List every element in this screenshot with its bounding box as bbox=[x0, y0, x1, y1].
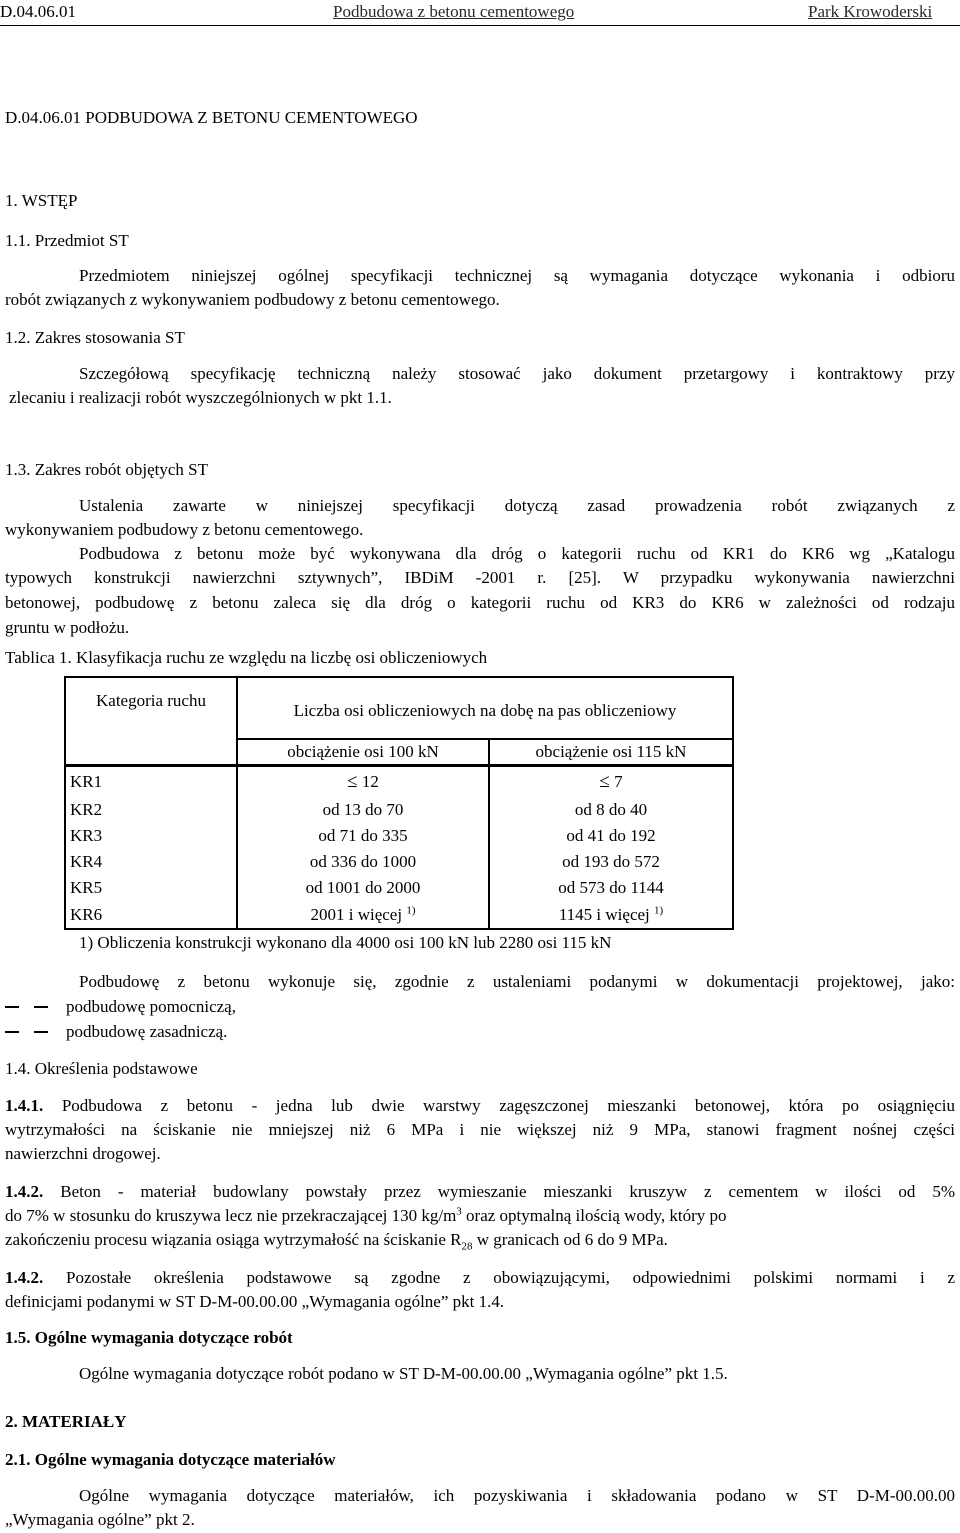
section-1-2-para-line2: zlecaniu i realizacji robót wyszczególnionych w pkt 1.1. bbox=[9, 388, 392, 407]
section-1-3-para2-line3: betonowej, podbudowę z betonu zaleca się dla dróg o kategorii ruchu od KR3 do KR6 w zależności od rodzaju bbox=[5, 593, 955, 612]
table-cell-category: KR1 bbox=[65, 765, 237, 797]
list-item: podbudowę pomocniczą, bbox=[66, 997, 236, 1016]
section-1-3-para2-line4: gruntu w podłożu. bbox=[5, 618, 130, 637]
le-symbol: ≤ bbox=[347, 770, 358, 792]
section-2-title: 2. MATERIAŁY bbox=[5, 1412, 127, 1431]
table-cell-category: KR6 bbox=[65, 901, 237, 929]
footnote-marker: 1) bbox=[406, 903, 416, 916]
table-cell-category: KR3 bbox=[65, 823, 237, 849]
section-1-2-heading: 1.2. Zakres stosowania ST bbox=[5, 328, 185, 347]
definition-text: zakończeniu procesu wiązania osiąga wytrzymałość na ściskanie R bbox=[5, 1230, 462, 1249]
table-head-100kn: obciążenie osi 100 kN bbox=[237, 739, 489, 765]
list-dash bbox=[34, 1031, 48, 1033]
table-row bbox=[65, 797, 733, 823]
table-cell-100kn bbox=[237, 901, 489, 929]
section-1-1-para-line1: Przedmiotem niniejszej ogólnej specyfikacji technicznej są wymagania dotyczące wykonania i odbioru bbox=[79, 266, 955, 285]
definition-text: Podbudowa z betonu - jedna lub dwie warstwy zagęszczonej mieszanki betonowej, która po osiągnięciu bbox=[61, 1096, 955, 1115]
le-symbol: ≤ bbox=[599, 770, 610, 792]
table-footnote: 1) Obliczenia konstrukcji wykonano dla 4000 osi 100 kN lub 2280 osi 115 kN bbox=[79, 933, 612, 952]
table-caption: Tablica 1. Klasyfikacja ruchu ze względu na liczbę osi obliczeniowych bbox=[5, 648, 488, 667]
table-cell-value: 1145 i więcej bbox=[558, 904, 650, 924]
header-location: Park Krowoderski bbox=[808, 2, 933, 21]
definition-text: do 7% w stosunku do kruszywa lecz nie przekraczającej 130 kg/m bbox=[5, 1206, 457, 1225]
section-1-2-para-line1: Szczegółową specyfikację techniczną należy stosować jako dokument przetargowy i kontraktowy przy bbox=[79, 364, 955, 383]
section-1-5-para: Ogólne wymagania dotyczące robót podano w ST D-M-00.00.00 „Wymagania ogólne” pkt 1.5. bbox=[79, 1364, 728, 1383]
traffic-classification-table bbox=[64, 676, 734, 930]
table-cell-100kn: od 336 do 1000 bbox=[237, 849, 489, 875]
section-1-3-para3: Podbudowę z betonu wykonuje się, zgodnie z ustaleniami podanymi w dokumentacji projektowej, jako: bbox=[79, 972, 955, 991]
table-cell-100kn: od 1001 do 2000 bbox=[237, 875, 489, 901]
header-subject: Podbudowa z betonu cementowego bbox=[333, 2, 575, 21]
table-cell-115kn bbox=[489, 901, 733, 929]
section-1-3-para2-line2: typowych konstrukcji nawierzchni sztywnych”, IBDiM -2001 r. [25]. W przypadku wykonywania nawierzchni bbox=[5, 568, 955, 587]
section-1-5-title: 1.5. Ogólne wymagania dotyczące robót bbox=[5, 1328, 293, 1347]
definition-1-4-1-line3: nawierzchni drogowej. bbox=[5, 1144, 161, 1163]
table-cell-115kn: od 573 do 1144 bbox=[489, 875, 733, 901]
list-dash bbox=[5, 1031, 19, 1033]
section-2-1-title: 2.1. Ogólne wymagania dotyczące materiałów bbox=[5, 1450, 336, 1469]
section-1-1-title: 1.1. Przedmiot ST bbox=[5, 231, 129, 250]
definition-number: 1.4.1. bbox=[5, 1096, 44, 1115]
subscript: 28 bbox=[461, 1240, 473, 1253]
definition-1-4-2-line3 bbox=[5, 1228, 668, 1252]
superscript: 3 bbox=[456, 1205, 462, 1218]
table-cell-value: 12 bbox=[361, 771, 379, 791]
table-cell-value: 7 bbox=[614, 771, 623, 791]
section-1-1-para-line2: robót związanych z wykonywaniem podbudowy z betonu cementowego. bbox=[5, 290, 500, 309]
header-code: D.04.06.01 bbox=[0, 2, 77, 21]
section-1-4-title: 1.4. Określenia podstawowe bbox=[5, 1059, 198, 1078]
section-1-2-title bbox=[5, 326, 185, 350]
section-1-title: 1. WSTĘP bbox=[5, 191, 78, 210]
definition-number: 1.4.2. bbox=[5, 1182, 44, 1201]
section-1-3-para2-line1: Podbudowa z betonu może być wykonywana dla dróg o kategorii ruchu od KR1 do KR6 wg „Katalogu bbox=[79, 544, 955, 563]
table-cell-100kn: od 71 do 335 bbox=[237, 823, 489, 849]
definition-text: Beton - materiał budowlany powstały przez wymieszanie mieszanki kruszyw z cementem w ilości od 5% bbox=[60, 1182, 955, 1201]
section-2-1-para-line1: Ogólne wymagania dotyczące materiałów, ich pozyskiwania i składowania podano w ST D-M-00.00.00 bbox=[79, 1486, 955, 1505]
table-head-115kn: obciążenie osi 115 kN bbox=[489, 739, 733, 765]
table-cell-100kn: od 13 do 70 bbox=[237, 797, 489, 823]
footnote-marker: 1) bbox=[654, 903, 664, 916]
table-row bbox=[65, 849, 733, 875]
section-1-3-para1-line1: Ustalenia zawarte w niniejszej specyfikacji dotyczą zasad prowadzenia robót związanych z bbox=[79, 496, 955, 515]
definition-number: 1.4.2. bbox=[5, 1268, 44, 1287]
definition-1-4-3-line1 bbox=[5, 1266, 955, 1290]
list-item: podbudowę zasadniczą. bbox=[66, 1022, 228, 1041]
table-cell-category: KR2 bbox=[65, 797, 237, 823]
document-title: D.04.06.01 PODBUDOWA Z BETONU CEMENTOWEGO bbox=[5, 108, 418, 127]
definition-text: Pozostałe określenia podstawowe są zgodne z obowiązującymi, odpowiednimi polskimi normami i z bbox=[66, 1268, 955, 1287]
table-cell-115kn: od 193 do 572 bbox=[489, 849, 733, 875]
table-cell-115kn bbox=[489, 765, 733, 797]
list-dash bbox=[34, 1006, 48, 1008]
table-row bbox=[65, 901, 733, 929]
section-2-1-para-line2: „Wymagania ogólne” pkt 2. bbox=[5, 1510, 195, 1529]
definition-1-4-2-line1 bbox=[5, 1180, 955, 1204]
section-1-3-title: 1.3. Zakres robót objętych ST bbox=[5, 460, 209, 479]
section-1-3-para1-line2: wykonywaniem podbudowy z betonu cementowego. bbox=[5, 520, 364, 539]
definition-1-4-2-line2 bbox=[5, 1204, 727, 1228]
table-head-axes: Liczba osi obliczeniowych na dobę na pas obliczeniowy bbox=[237, 677, 733, 739]
table-cell-100kn bbox=[237, 765, 489, 797]
list-dash bbox=[5, 1006, 19, 1008]
table-cell-115kn: od 41 do 192 bbox=[489, 823, 733, 849]
table-row bbox=[65, 875, 733, 901]
header-rule bbox=[0, 25, 960, 26]
definition-text: oraz optymalną ilością wody, który po bbox=[461, 1206, 727, 1225]
definition-text: w granicach od 6 do 9 MPa. bbox=[472, 1230, 668, 1249]
definition-1-4-1-line1 bbox=[5, 1094, 955, 1118]
definition-1-4-1-line2: wytrzymałości na ściskanie nie mniejszej niż 6 MPa i nie większej niż 9 MPa, stanowi fragment nośnej części bbox=[5, 1120, 955, 1139]
table-head-category: Kategoria ruchu bbox=[65, 677, 237, 765]
table-row bbox=[65, 765, 733, 797]
table-cell-115kn: od 8 do 40 bbox=[489, 797, 733, 823]
table-cell-category: KR4 bbox=[65, 849, 237, 875]
definition-1-4-3-line2: definicjami podanymi w ST D-M-00.00.00 „Wymagania ogólne” pkt 1.4. bbox=[5, 1292, 505, 1311]
table-cell-category: KR5 bbox=[65, 875, 237, 901]
table-row bbox=[65, 823, 733, 849]
table-cell-value: 2001 i więcej bbox=[310, 904, 403, 924]
